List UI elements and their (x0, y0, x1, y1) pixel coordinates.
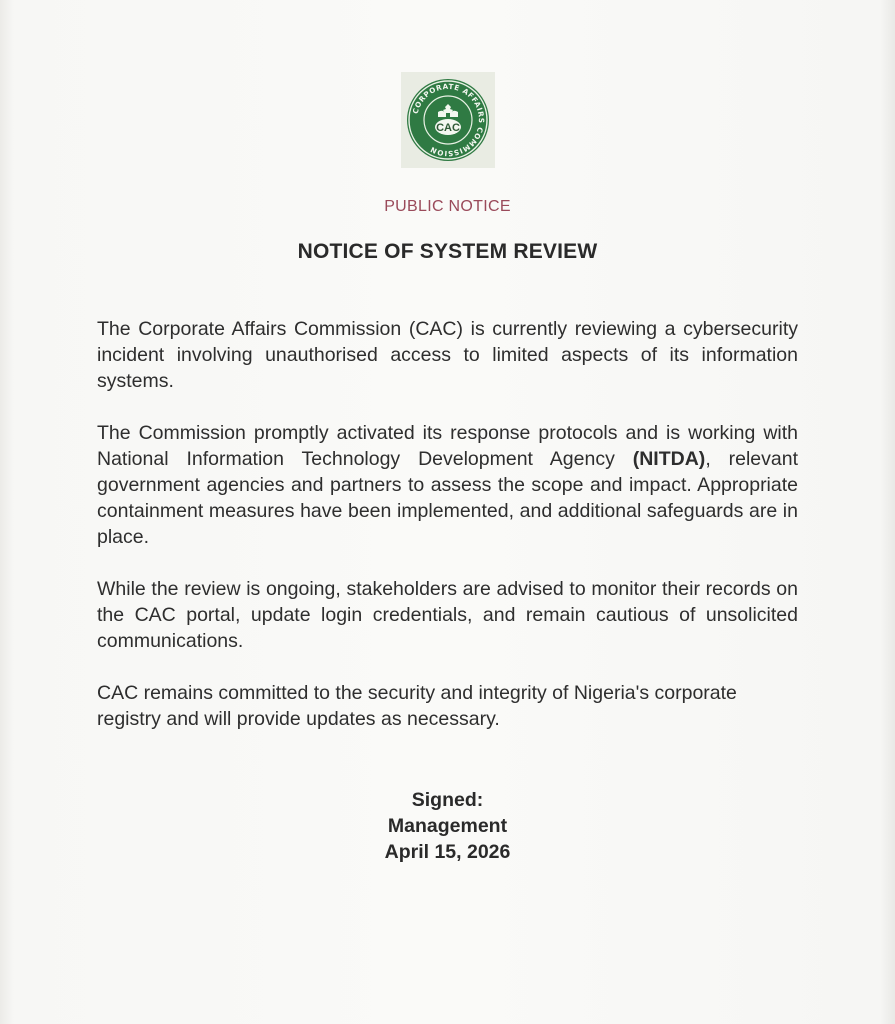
signoff-block (0, 787, 895, 865)
signed-label: Signed: (411, 789, 484, 811)
paragraph-2-nitda: (NITDA) (632, 448, 706, 470)
public-notice-label: PUBLIC NOTICE (384, 198, 511, 215)
paragraph-2-end: , relevant government agencies and partners to assess the scope and impact. Appropriate containment measures have been implemented, and additional safeguards are in place. (97, 448, 798, 548)
signatory: Management (387, 815, 508, 837)
seal-cac-text: CAC (436, 122, 460, 134)
logo-container (401, 72, 495, 168)
paragraph-4: CAC remains committed to the security and integrity of Nigeria's corporate registry and will provide updates as necessary. (97, 682, 737, 730)
page-title: NOTICE OF SYSTEM REVIEW (297, 240, 598, 263)
paragraph-1: The Corporate Affairs Commission (CAC) is currently reviewing a cybersecurity incident involving unauthorised access to limited aspects of its information systems. (97, 318, 798, 392)
notice-date: April 15, 2026 (384, 841, 511, 863)
seal-ring-text: CORPORATE AFFAIRS COMMISSION (410, 81, 487, 159)
paragraph-3: While the review is ongoing, stakeholders are advised to monitor their records on the CAC portal, update login credentials, and remain cautious of unsolicited communications. (97, 578, 798, 652)
paragraph-2-start: The Commission promptly activated its response protocols and is working with National Information Technology Development Agency (97, 422, 798, 470)
notice-body (97, 316, 798, 758)
paragraph-2 (97, 420, 798, 550)
cac-seal-icon (405, 77, 491, 163)
